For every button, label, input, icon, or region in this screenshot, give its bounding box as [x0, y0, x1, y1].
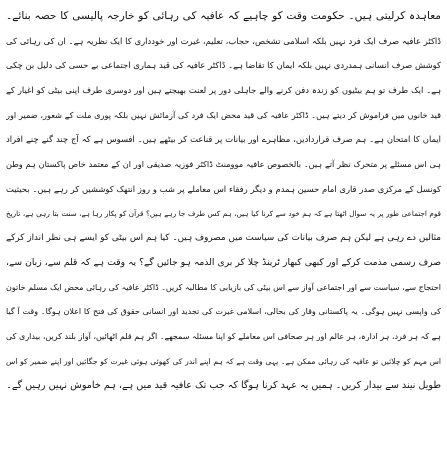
text-line: معاہدہ کرلیتی ہیں۔ حکومت وقت کو چاہیے کہ عافیہ کی رہائی کو خارجہ پالیسی کا حصہ بنائے۔: [6, 10, 441, 22]
text-line: ڈاکٹر عافیہ صرف ایک فرد نہیں بلکہ اسلامی تشخص، حجاب، تعلیم، غیرت اور خودداری کا ایک نظریہ ہے۔ ان کی رہائی کی: [6, 35, 441, 46]
article-body: [6, 4, 441, 399]
text-line: ہے کہ ہر فرد، ہر ادارہ، ہر عالم اور ہر صحافی اس معاملے کو اپنا مسئلہ سمجھے۔ اگر ہم قلم اٹھائیں، آواز بلند کریں، بیداری کی: [6, 331, 441, 341]
text-line: احتجاج سے، سیاست سے اور اجتماعی آواز سے اس بیٹی کی بازیابی کا مطالبہ کریں۔ ڈاکٹر عافیہ کی رہائی محض ایک مسلم خاتون: [6, 282, 441, 292]
text-line: کونسل کے مرکزی صدر قاری امام حسین ہمدم و دیگر رفقاء اس معاملے پر شب و روز انتھک کوششیں کر رہے ہیں۔ بحیثیت: [6, 183, 441, 194]
text-line: ہی اس مسئلے پر متحرک نظر آتے ہیں۔ بالخصوص عافیہ موومنٹ ڈاکٹر فوزیہ صدیقی اور ان کے معتمد خاص پاکستان ہم وطن: [6, 159, 441, 170]
text-line: صرف رسمی مذمت کرکے اور کبھی کبھار ٹرینڈ چلا کر بری الذمہ ہو جائیں گے؟ یہ وقت ہے کہ قلم سے، زبان سے،: [6, 256, 441, 268]
text-line: ہے۔ ایک طرف تو ہم بیٹیوں کو زندہ دفن کرنے والے جاہلی دور پر لعنت بھیجتے ہیں اور دوسری طرف اپنی بیٹی کو اغیار کے: [6, 85, 441, 96]
text-line: قوم اجتماعی طور پر یہ سوال اٹھتا ہے کہ ہم خود سے کرنا کیا ہیں، ہم کس طرف جا رہے ہیں؟ قرآن کو پکار رہا ہے، سنت بتا رہی ہے، تاریخ: [6, 208, 441, 218]
text-line: کی واپسی نہیں ہوگی۔ یہ پاکستانی وقار کی بحالی، اسلامی غیرت کی تجدید اور انسانی حقوق کی فتح کا اعلان ہوگا۔ وقت آ گیا: [6, 307, 441, 317]
text-line: قید خانوں میں فراموش کر دیتے ہیں۔ ڈاکٹر عافیہ کی قید محض ایک فرد کی آزمائش نہیں بلکہ پوری ملت کے شعور، ضمیر اور: [6, 109, 441, 120]
text-line: کوشش صرف انسانی ہمدردی نہیں بلکہ ایمان کا تقاضا ہے۔ ڈاکٹر عافیہ کی قید ہماری اجتماعی بے حسی کی دلیل بن چکی: [6, 60, 441, 71]
text-line: مثالیں دے رہی ہے لیکن ہم صرف بیانات کی سیاست میں مصروف ہیں۔ کیا ہم اس بیٹی کو ایسے ہی نظر انداز کرکے: [6, 233, 441, 244]
text-line: طویل نیند سے بیدار کریں۔ ہمیں یہ عہد کرنا ہوگا کہ جب تک عافیہ قید میں ہے، ہم خاموش نہیں رہیں گے۔: [6, 380, 441, 392]
text-line: اس مہم کو چلائیں تو عافیہ کی رہائی ممکن ہے۔ یہی وقت ہے کہ ہم اپنے اندر کی کھوئی ہوئی غیرت کو جگائیں اور اپنے ضمیر کو اس: [6, 356, 441, 366]
text-line: ایمان کا امتحان ہے۔ ہم صرف قراردادیں، مظاہرے اور بیانات پر قناعت کر بیٹھے ہیں۔ افسوس ہے کہ آج چند گنے چنے افراد: [6, 134, 441, 145]
